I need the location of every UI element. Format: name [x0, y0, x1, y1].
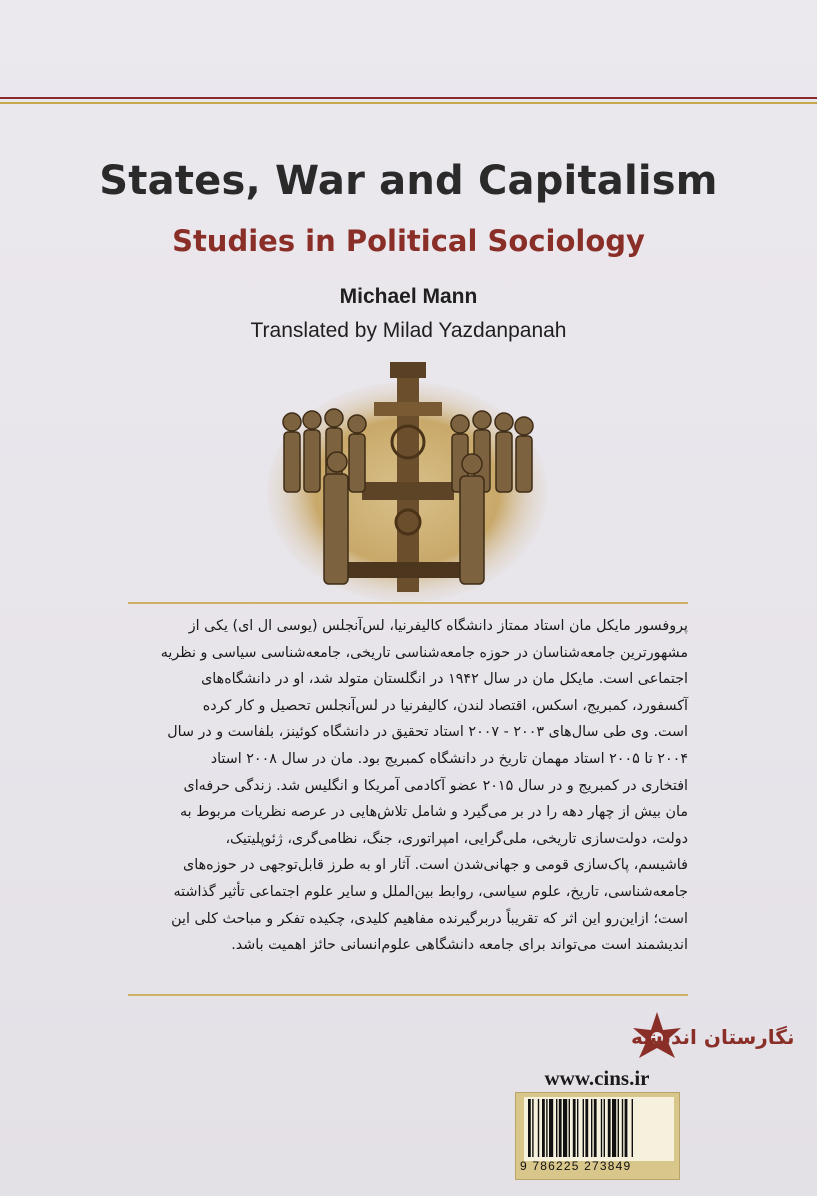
description-line: پروفسور مایکل مان استاد ممتاز دانشگاه کالیفرنیا، لس‌آنجلس (یوسی ال ای) یکی از — [188, 618, 688, 634]
barcode-bar — [618, 1099, 619, 1157]
publisher-website[interactable]: www.cins.ir — [544, 1066, 650, 1090]
barcode-bar — [585, 1099, 588, 1157]
barcode-bar — [608, 1099, 611, 1157]
workers-machine-illustration — [262, 362, 552, 607]
description-line: جامعه‌شناسی، تاریخ، علوم سیاسی، روابط بین‌الملل و سایر علوم اجتماعی تأثیر گذاشته — [173, 883, 688, 900]
publisher-logo-text: نگارستان اندیشه — [631, 1025, 795, 1049]
isbn-number: 9 786225 273849 — [520, 1159, 632, 1173]
barcode-bar — [559, 1099, 562, 1157]
barcode-bar — [542, 1099, 545, 1157]
translator-credit: Translated by Milad Yazdanpanah — [250, 319, 567, 342]
isbn-barcode — [515, 1092, 680, 1180]
barcode-bar — [622, 1099, 623, 1157]
barcode-bar — [594, 1099, 597, 1157]
description-line: است. وی طی سال‌های ۲۰۰۳ - ۲۰۰۷ استاد تحقیق در دانشگاه کوئینز، بلفاست و در سال — [167, 724, 688, 741]
barcode-bar — [604, 1099, 605, 1157]
publisher-logo — [515, 1000, 795, 1070]
barcode-bar — [601, 1099, 602, 1157]
barcode-bar — [538, 1099, 539, 1157]
description-line: ۲۰۰۴ تا ۲۰۰۵ استاد مهمان تاریخ در دانشگاه کمبریج بود. مان در سال ۲۰۰۸ استاد — [210, 750, 688, 767]
ornamental-divider-bottom — [128, 992, 688, 998]
barcode-bar — [632, 1099, 633, 1157]
description-line: آکسفورد، کمبریج، اسکس، اقتصاد لندن، کالیفرنیا در لس‌آنجلس تحصیل و کار کرده — [202, 697, 688, 714]
barcode-bar — [625, 1099, 628, 1157]
description-line: است؛ ازاین‌رو این اثر که تقریباً دربرگیرنده مفاهیم کلیدی، چکیده تفکر و مباحث کلی این — [171, 910, 688, 927]
description-line: دولت، دولت‌سازی تاریخی، ملی‌گرایی، امپراتوری، جنگ، نظامی‌گری، ژئوپلیتیک، — [225, 830, 688, 847]
top-double-rule — [0, 97, 817, 107]
barcode-bar — [573, 1099, 576, 1157]
barcode-bar — [556, 1099, 557, 1157]
barcode-bar — [569, 1099, 570, 1157]
description-line: اجتماعی است. مایکل مان در سال ۱۹۴۲ در انگلستان متولد شد، او در دانشگاه‌های — [201, 671, 688, 688]
barcode-bar — [591, 1099, 592, 1157]
barcode-bar — [546, 1099, 547, 1157]
barcode-bar — [612, 1099, 616, 1157]
description-line: اندیشمند است می‌تواند برای جامعه دانشگاهی علوم‌انسانی حائز اهمیت باشد. — [231, 937, 688, 954]
barcode-bar — [577, 1099, 578, 1157]
barcode-bar — [549, 1099, 553, 1157]
barcode-bar — [532, 1099, 533, 1157]
author-name: Michael Mann — [339, 285, 478, 308]
book-description — [128, 613, 688, 959]
barcode-bar — [563, 1099, 567, 1157]
barcode-bars — [524, 1097, 674, 1161]
barcode-bar — [583, 1099, 584, 1157]
description-line: مان بیش از چهار دهه را در بر می‌گیرد و شامل تلاش‌هایی در عرصه نظریات مربوط به — [180, 804, 688, 821]
ornamental-divider-top — [128, 600, 688, 606]
description-line: فاشیسم، پاک‌سازی قومی و جهانی‌شدن است. آثار او به طرز قابل‌توجهی در حوزه‌های — [183, 857, 688, 874]
book-subtitle: Studies in Political Sociology — [172, 224, 645, 258]
description-line: افتخاری در کمبریج و در سال ۲۰۱۵ عضو آکادمی آمریکا و انگلیس شد. زندگی حرفه‌ای — [183, 777, 688, 794]
book-title: States, War and Capitalism — [99, 158, 718, 204]
barcode-bar — [528, 1099, 531, 1157]
description-line: مشهورترین جامعه‌شناسان در حوزه جامعه‌شناسی تاریخی، جامعه‌شناسی سیاسی و نظریه — [160, 644, 688, 661]
